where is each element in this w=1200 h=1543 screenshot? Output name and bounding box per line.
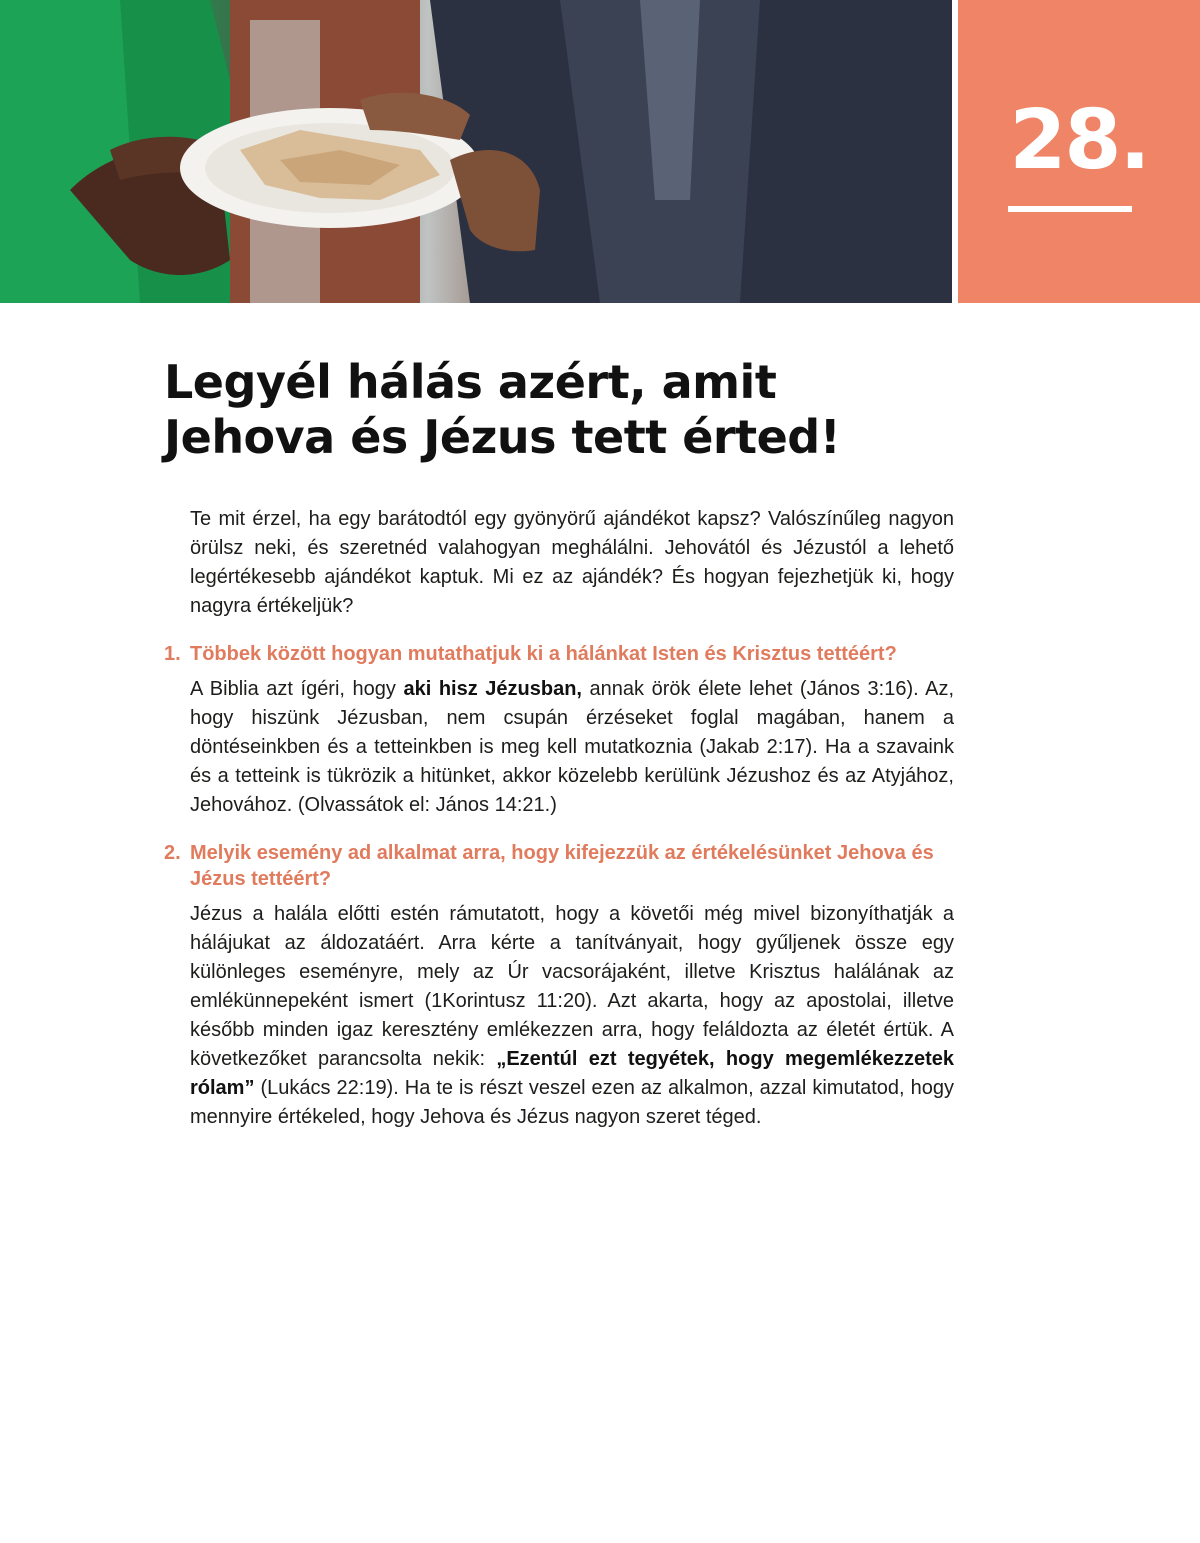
question-number: 1. (164, 643, 181, 665)
lesson-content (164, 505, 954, 1132)
lesson-title (164, 355, 964, 465)
answer-text: annak örök élete lehet (János 3:16). Az, hogy hiszünk Jézusban, nem csupán érzéseket foglal magában, hanem a döntéseinkben és a tetteinkben is meg kell mutatkoznia (Jakab 2:17). Ha a szavaink és a tetteink is tükrözik a hitünket, akkor közelebb kerülünk Jézushoz és az Atyjához, Jehovához. (Olvassátok el: János 14:21.) (190, 678, 955, 816)
title-line-1: Legyél hálás azért, amit (164, 355, 777, 409)
chapter-badge (958, 0, 1200, 303)
answer-text: A Biblia azt ígéri, hogy (190, 678, 404, 700)
answer-emphasis: „Ezentúl ezt tegyétek, hogy megemlékezzetek rólam” (190, 1048, 954, 1099)
question-2 (164, 840, 954, 892)
answer-1 (190, 675, 954, 820)
answer-text: Jézus a halála előtti estén rámutatott, hogy a követői még mivel bizonyíthatják a hálájukat az áldozatáért. Arra kérte a tanítványait, hogy gyűljenek össze egy különleges eseményre, mely az Úr vacsorájaként, illetve Krisztus halálának az emlékünnepeként ismert (1Korintusz 11:20). Azt akarta, hogy az apostolai, illetve később minden igaz keresztény emlékezzen arra, hogy feláldozta az életét értük. A következőket parancsolta nekik: (190, 903, 954, 1070)
chapter-underline (1008, 206, 1132, 212)
intro-paragraph: Te mit érzel, ha egy barátodtól egy gyönyörű ajándékot kapsz? Valószínűleg nagyon örülsz neki, és szeretnéd valahogyan meghálálni. Jehovától és Jézustól a lehető legértékesebb ajándékot kaptuk. Mi ez az ajándék? És hogyan fejezhetjük ki, hogy nagyra értékeljük? (190, 508, 954, 617)
answer-emphasis: aki hisz Jézusban, (403, 678, 582, 700)
question-text: Melyik esemény ad alkalmat arra, hogy kifejezzük az értékelésünket Jehova és Jézus tettéért? (190, 842, 934, 890)
question-text: Többek között hogyan mutathatjuk ki a hálánkat Isten és Krisztus tettéért? (190, 643, 897, 665)
answer-2 (190, 900, 954, 1132)
title-line-2: Jehova és Jézus tett érted! (164, 410, 841, 464)
chapter-number: 28. (1009, 93, 1149, 188)
question-number: 2. (164, 842, 181, 864)
question-1 (164, 641, 954, 667)
header-photo (0, 0, 952, 303)
communion-bread-plate-photo (0, 0, 952, 303)
answer-text: (Lukács 22:19). Ha te is részt veszel ezen az alkalmon, azzal kimutatod, hogy mennyire értékeled, hogy Jehova és Jézus nagyon szeret téged. (190, 1077, 954, 1128)
